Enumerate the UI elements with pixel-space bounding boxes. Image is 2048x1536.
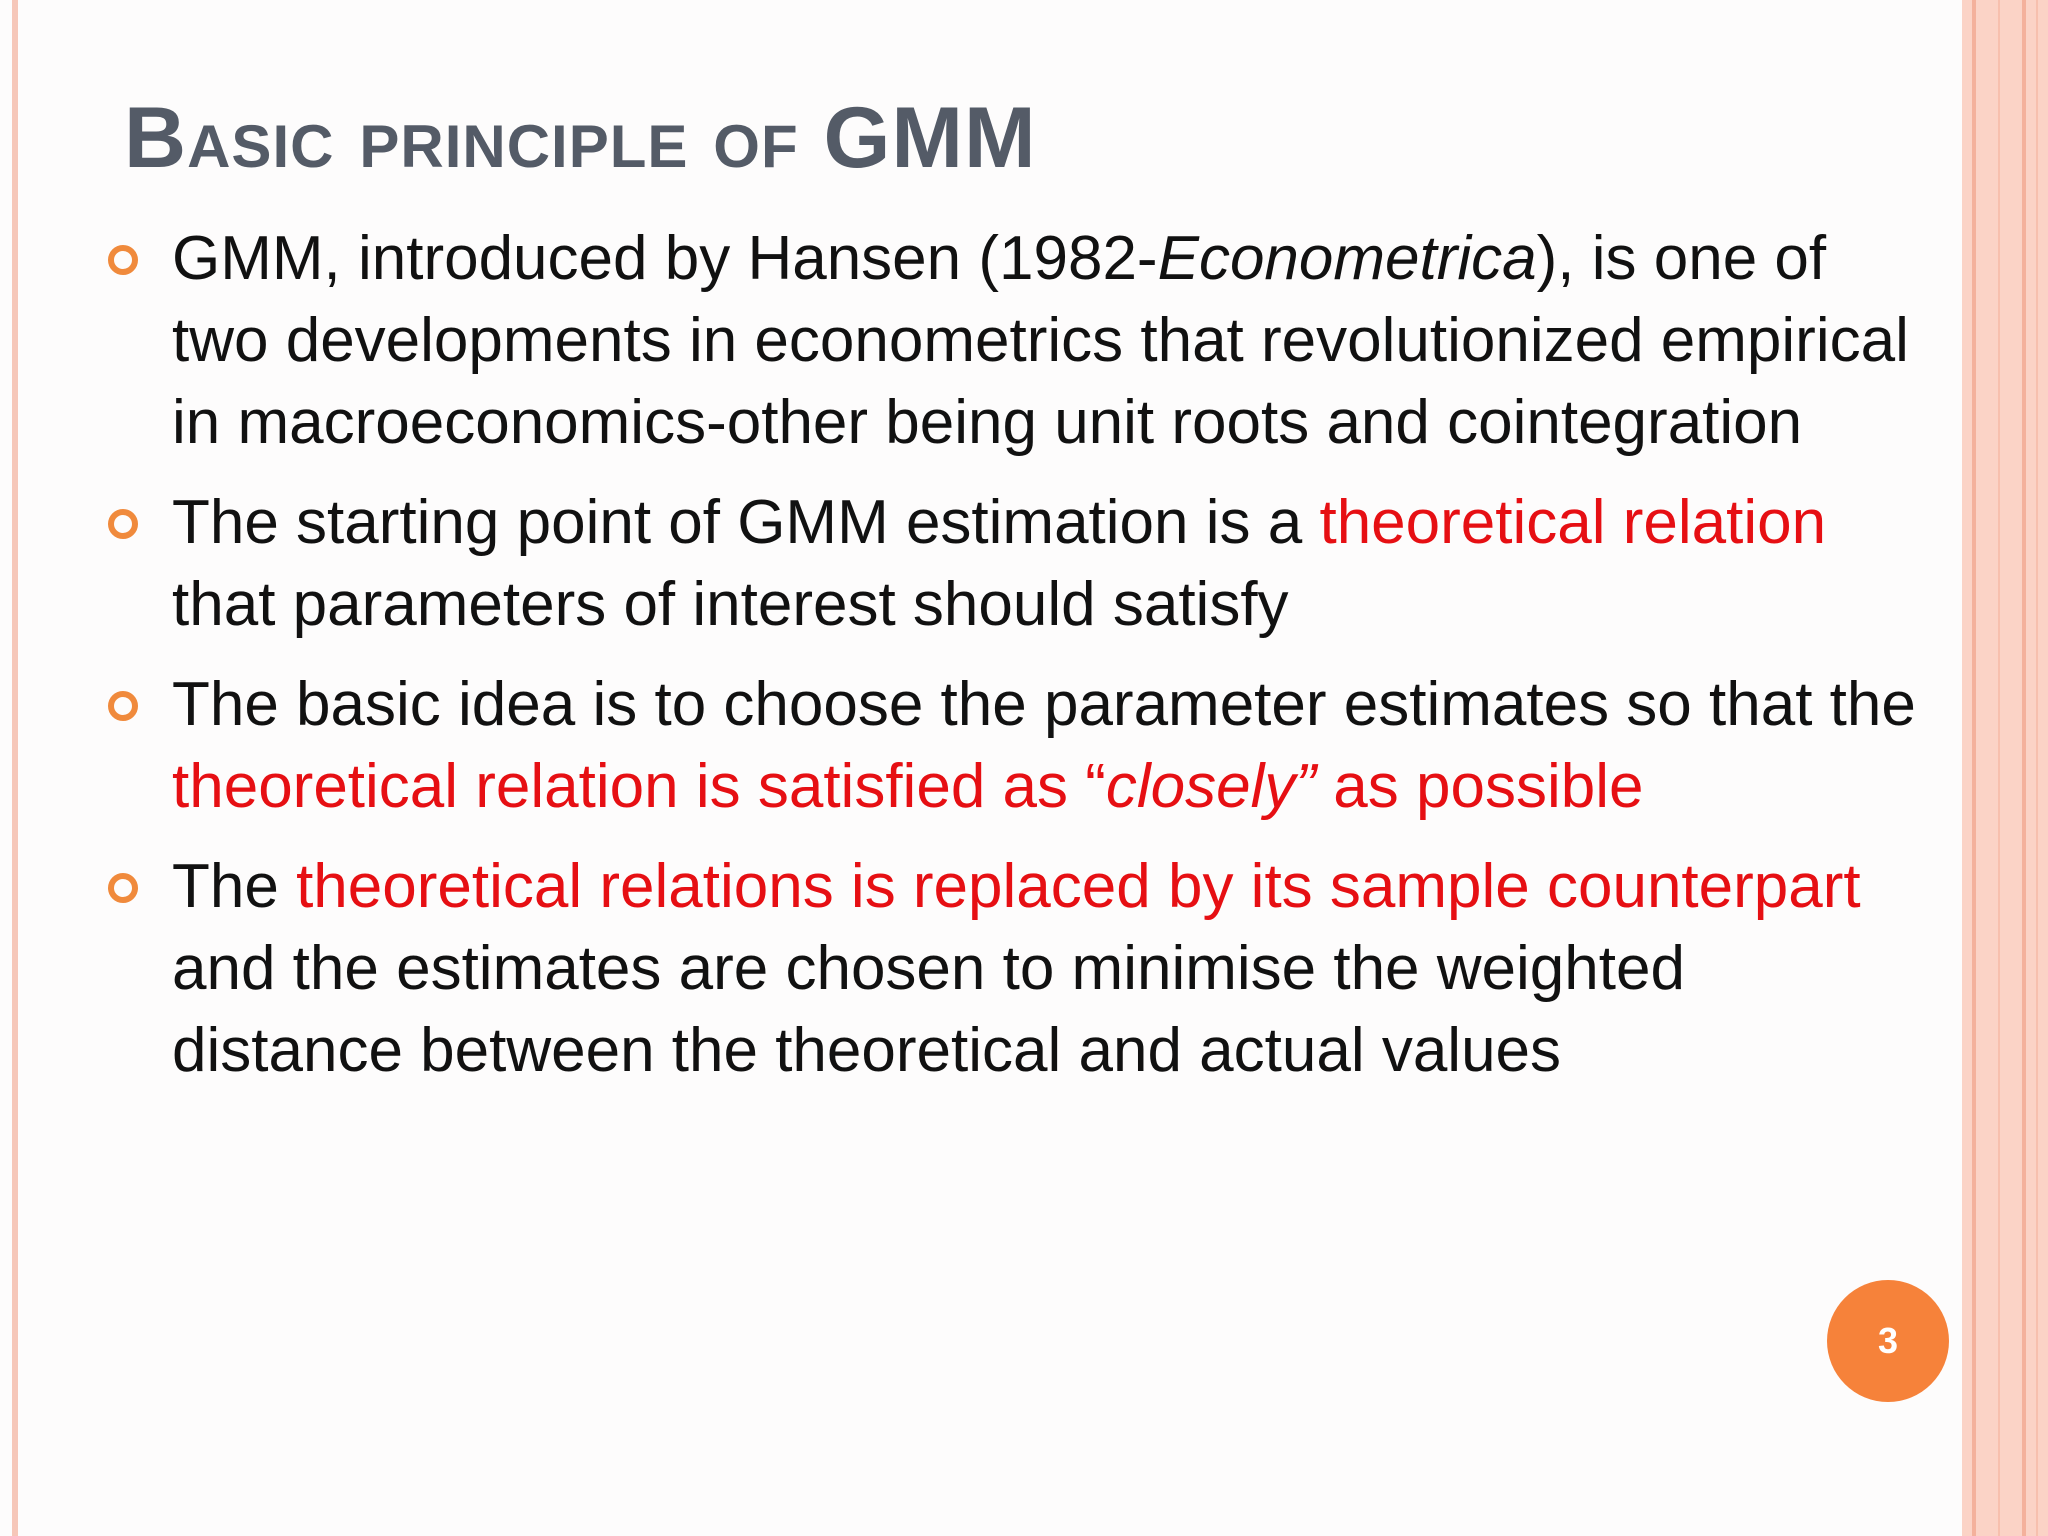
bullet-item <box>100 846 1920 1092</box>
bullet-text-segment: GMM, introduced by Hansen (1982- <box>172 224 1158 293</box>
bullet-item <box>100 664 1920 828</box>
border-stripe <box>1972 0 1976 1536</box>
bullet-text-segment: The basic idea is to choose the parameter estimates so that the <box>172 670 1916 739</box>
hollow-circle-bullet-icon <box>108 245 138 275</box>
hollow-circle-bullet-icon <box>108 691 138 721</box>
left-border-rule <box>12 0 18 1536</box>
bullet-text-segment: The starting point of GMM estimation is a <box>172 488 1320 557</box>
bullet-item <box>100 482 1920 646</box>
bullet-list <box>100 218 1920 1110</box>
bullet-text-segment-italic: Econometrica <box>1157 224 1537 293</box>
bullet-text-segment: ), is one of two developments in econometrics that revolutionized empirical in macroeconomics-other being unit roots and cointegration <box>172 224 1909 457</box>
bullet-text-segment: that parameters of interest should satisfy <box>172 570 1289 639</box>
right-decorative-border <box>1962 0 2048 1536</box>
bullet-text-highlight: theoretical relations is replaced by its sample counterpart <box>296 852 1861 921</box>
bullet-text-segment: and the estimates are chosen to minimise the weighted distance between the theoretical and actual values <box>172 934 1685 1085</box>
border-stripe <box>1998 0 2000 1536</box>
border-stripe <box>2022 0 2026 1536</box>
hollow-circle-bullet-icon <box>108 509 138 539</box>
slide-title: Basic principle of GMM <box>124 90 1037 186</box>
bullet-text-highlight-italic: closely” <box>1105 752 1317 821</box>
border-stripe <box>2036 0 2038 1536</box>
bullet-text-highlight: theoretical relation <box>1319 488 1827 557</box>
page-number-badge: 3 <box>1827 1280 1949 1402</box>
bullet-text-highlight: theoretical relation is satisfied as “ <box>172 752 1106 821</box>
hollow-circle-bullet-icon <box>108 873 138 903</box>
bullet-text-highlight: as possible <box>1316 752 1644 821</box>
bullet-item <box>100 218 1920 464</box>
bullet-text-segment: The <box>172 852 297 921</box>
